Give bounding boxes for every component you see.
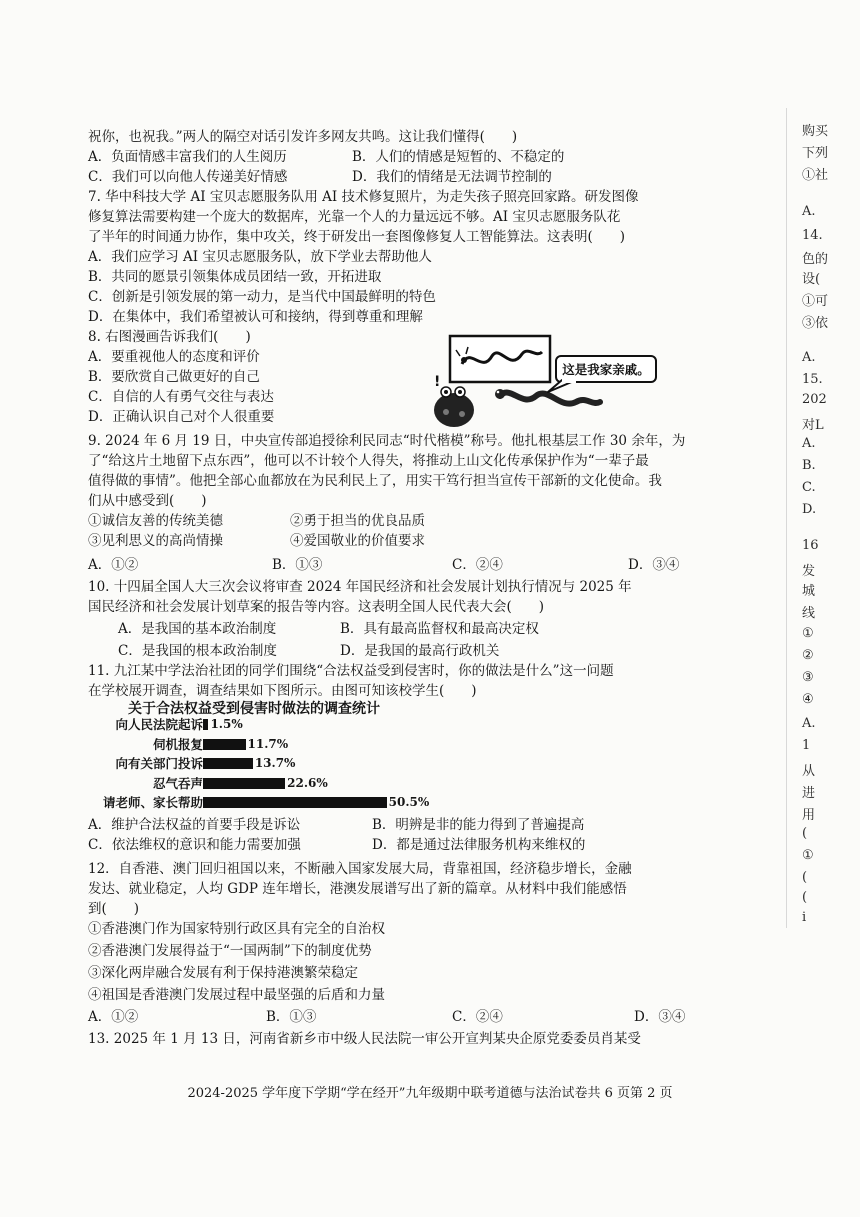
adjacent-page-fragment: [802, 120, 860, 925]
q6-stem: 祝你，也祝我。”两人的隔空对话引发许多网友共鸣。这让我们懂得( ): [88, 129, 518, 145]
q10-stem-line2: 国民经济和社会发展计划草案的报告等内容。这表明全国人民代表大会( ): [88, 599, 545, 615]
survey-chart-title: 关于合法权益受到侵害时做法的调查统计: [128, 701, 380, 717]
q8-option-b: B．要欣赏自己做更好的自己: [88, 369, 260, 385]
survey-bar-chart: [88, 716, 448, 816]
survey-row: [88, 794, 448, 811]
q12-item-4: ④祖国是香港澳门发展过程中最坚强的后盾和力量: [88, 987, 385, 1003]
adjacent-page-text: 下列: [802, 146, 829, 161]
adjacent-page-text: (: [802, 870, 808, 885]
adjacent-page-text: ③: [802, 670, 814, 685]
q12-item-2: ②香港澳门发展得益于“一国两制”下的制度优势: [88, 943, 372, 959]
q10-option-b: B．具有最高监督权和最高决定权: [340, 621, 539, 637]
q8-option-c: C．自信的人有勇气交往与表达: [88, 389, 274, 405]
q10-option-c: C．是我国的根本政治制度: [118, 643, 277, 659]
q9-stem-line2: 了“给这片土地留下点东西”，他可以不计较个人得失，将推动上山文化传承保护作为“一辈子最: [88, 453, 649, 469]
q12-stem-line1: 12．自香港、澳门回归祖国以来，不断融入国家发展大局，背靠祖国，经济稳步增长，金融: [88, 861, 632, 877]
adjacent-page-text: 发: [802, 564, 816, 579]
adjacent-page-text: 从: [802, 764, 816, 779]
svg-text:!: !: [434, 374, 441, 390]
survey-value-label: 50.5%: [388, 795, 430, 809]
page-fold-shadow: [786, 108, 787, 928]
adjacent-page-text: (: [802, 826, 808, 841]
survey-value-label: 11.7%: [247, 736, 289, 751]
survey-category-label: 忍气吞声: [152, 775, 203, 791]
q12-option-b: B．①③: [266, 1009, 317, 1025]
q9-item-3: ③见利思义的高尚情操: [88, 533, 223, 549]
q9-option-b: B．①③: [272, 557, 323, 573]
adjacent-page-text: 对L: [802, 418, 824, 433]
q12-stem-line2: 发达、就业稳定，人均 GDP 连年增长，港澳发展谱写出了新的篇章。从材料中我们能感悟: [88, 881, 627, 897]
q9-option-a: A．①②: [88, 557, 139, 573]
adjacent-page-text: ②: [802, 648, 814, 663]
q10-stem-line1: 10. 十四届全国人大三次会议将审查 2024 年国民经济和社会发展计划执行情况与 2025 年: [88, 579, 632, 595]
q9-item-1: ①诚信友善的传统美德: [88, 513, 223, 529]
adjacent-page-text: 色的: [802, 252, 829, 267]
survey-category-label: 向有关部门投诉: [115, 756, 203, 771]
survey-row: [88, 736, 448, 753]
adjacent-page-text: 1: [802, 738, 811, 753]
adjacent-page-text: C.: [802, 480, 816, 495]
adjacent-page-text: D.: [802, 502, 817, 517]
survey-value-label: 13.7%: [254, 756, 296, 770]
q8-option-d: D．正确认识自己对个人很重要: [88, 409, 275, 425]
q9-stem-line3: 值得做的事情”。他把全部心血都放在为民利民上了，用实干笃行担当宣传干部新的文化使命。我: [88, 473, 662, 489]
q12-item-1: ①香港澳门作为国家特别行政区具有完全的自治权: [88, 921, 385, 937]
q7-option-c: C．创新是引领发展的第一动力，是当代中国最鲜明的特色: [88, 289, 436, 305]
q12-option-d: D．③④: [634, 1009, 686, 1025]
adjacent-page-text: ①: [802, 626, 814, 641]
adjacent-page-text: A.: [802, 204, 816, 219]
adjacent-page-text: (: [802, 890, 808, 905]
adjacent-page-text: 16: [802, 538, 819, 553]
adjacent-page-text: 设(: [802, 272, 821, 287]
adjacent-page-text: ①: [802, 848, 814, 863]
survey-bar: [203, 797, 387, 808]
q8-stem: 8. 右图漫画告诉我们( ): [88, 329, 251, 345]
survey-bar: [203, 719, 208, 730]
adjacent-page-text: ③依: [802, 316, 829, 331]
q9-item-2: ②勇于担当的优良品质: [290, 513, 425, 529]
q6-option-b: B．人们的情感是短暂的、不稳定的: [352, 149, 565, 165]
beetle-body: [434, 393, 474, 427]
q7-stem-line3: 了半年的时间通力协作，集中攻关，终于研发出一套图像修复人工智能算法。这表明( ): [88, 229, 626, 245]
q9-item-4: ④爱国敬业的价值要求: [290, 533, 425, 549]
q8-cartoon: [430, 334, 660, 430]
q7-stem-line1: 7. 华中科技大学 AI 宝贝志愿服务队用 AI 技术修复照片，为走失孩子照亮回家路。研发图像: [88, 189, 639, 205]
adjacent-page-text: ①可: [802, 294, 829, 309]
q11-option-c: C．依法维权的意识和能力需要加强: [88, 837, 301, 853]
survey-row: [88, 755, 448, 772]
adjacent-page-text: A.: [802, 436, 816, 451]
cartoon-illustration: [430, 334, 660, 430]
speech-bubble-text: 这是我家亲戚。: [562, 362, 650, 377]
adjacent-page-text: A.: [802, 716, 816, 731]
adjacent-page-text: 202: [802, 392, 827, 407]
q6-option-a: A．负面情感丰富我们的人生阅历: [88, 149, 287, 165]
adjacent-page-text: i: [802, 910, 807, 925]
q6-option-d: D．我们的情绪是无法调节控制的: [352, 169, 552, 185]
snake-drawing: [500, 393, 600, 404]
q9-option-c: C．②④: [452, 557, 503, 573]
q11-option-d: D．都是通过法律服务机构来维权的: [372, 837, 586, 853]
page-footer: 2024-2025 学年度下学期“学在经开”九年级期中联考道德与法治试卷共 6 页第 2 页: [187, 1086, 673, 1101]
adjacent-page-text: 线: [802, 606, 816, 621]
survey-category-label: 伺机报复: [152, 736, 203, 752]
adjacent-page-text: B.: [802, 458, 816, 473]
q12-option-c: C．②④: [452, 1009, 503, 1025]
q11-stem-line1: 11. 九江某中学法治社团的同学们围绕“合法权益受到侵害时，你的做法是什么”这一问题: [88, 663, 614, 679]
q9-stem-line1: 9. 2024 年 6 月 19 日，中央宣传部追授徐利民同志“时代楷模”称号。他扎根基层工作 30 余年，为: [88, 433, 686, 449]
adjacent-page-text: 14.: [802, 228, 823, 243]
adjacent-page-text: 城: [802, 584, 816, 599]
survey-row: [88, 716, 448, 733]
q6-option-c: C．我们可以向他人传递美好情感: [88, 169, 288, 185]
q11-stem-line2: 在学校展开调查，调查结果如下图所示。由图可知该校学生( ): [88, 683, 477, 699]
q12-stem-line3: 到( ): [88, 901, 140, 917]
survey-value-label: 1.5%: [210, 717, 243, 731]
q7-stem-line2: 修复算法需要构建一个庞大的数据库，光靠一个人的力量远远不够。AI 宝贝志愿服务队花: [88, 209, 621, 225]
q11-option-a: A．维护合法权益的首要手段是诉讼: [88, 817, 301, 833]
survey-bar: [203, 778, 285, 789]
q8-option-a: A．要重视他人的态度和评价: [88, 349, 260, 365]
adjacent-page-text: 进: [802, 786, 816, 801]
survey-category-label: 请老师、家长帮助: [102, 795, 203, 810]
adjacent-page-text: 购买: [802, 124, 829, 139]
q12-option-a: A．①②: [88, 1009, 139, 1025]
adjacent-page-text: 用: [802, 808, 816, 823]
adjacent-page-text: ①社: [802, 168, 829, 183]
survey-bar: [203, 739, 246, 750]
q7-option-a: A．我们应学习 AI 宝贝志愿服务队，放下学业去帮助他人: [88, 249, 432, 265]
q11-option-b: B．明辨是非的能力得到了普遍提高: [372, 817, 585, 833]
q10-option-d: D．是我国的最高行政机关: [340, 643, 500, 659]
adjacent-page-text: A.: [802, 350, 816, 365]
q7-option-d: D．在集体中，我们希望被认可和接纳，得到尊重和理解: [88, 309, 423, 325]
adjacent-page-text: 15.: [802, 372, 823, 387]
q10-option-a: A．是我国的基本政治制度: [118, 621, 277, 637]
q7-option-b: B．共同的愿景引领集体成员团结一致，开拓进取: [88, 269, 382, 285]
q12-item-3: ③深化两岸融合发展有利于保持港澳繁荣稳定: [88, 965, 358, 981]
q9-option-d: D．③④: [628, 557, 680, 573]
survey-row: [88, 775, 448, 792]
q13-stem-line1: 13. 2025 年 1 月 13 日，河南省新乡市中级人民法院一审公开宣判某央企原党委委员肖某受: [88, 1031, 641, 1047]
survey-value-label: 22.6%: [287, 775, 328, 790]
q9-stem-line4: 们从中感受到( ): [88, 493, 207, 509]
survey-bar: [203, 758, 253, 769]
adjacent-page-text: ④: [802, 692, 814, 707]
survey-category-label: 向人民法院起诉: [115, 717, 203, 732]
